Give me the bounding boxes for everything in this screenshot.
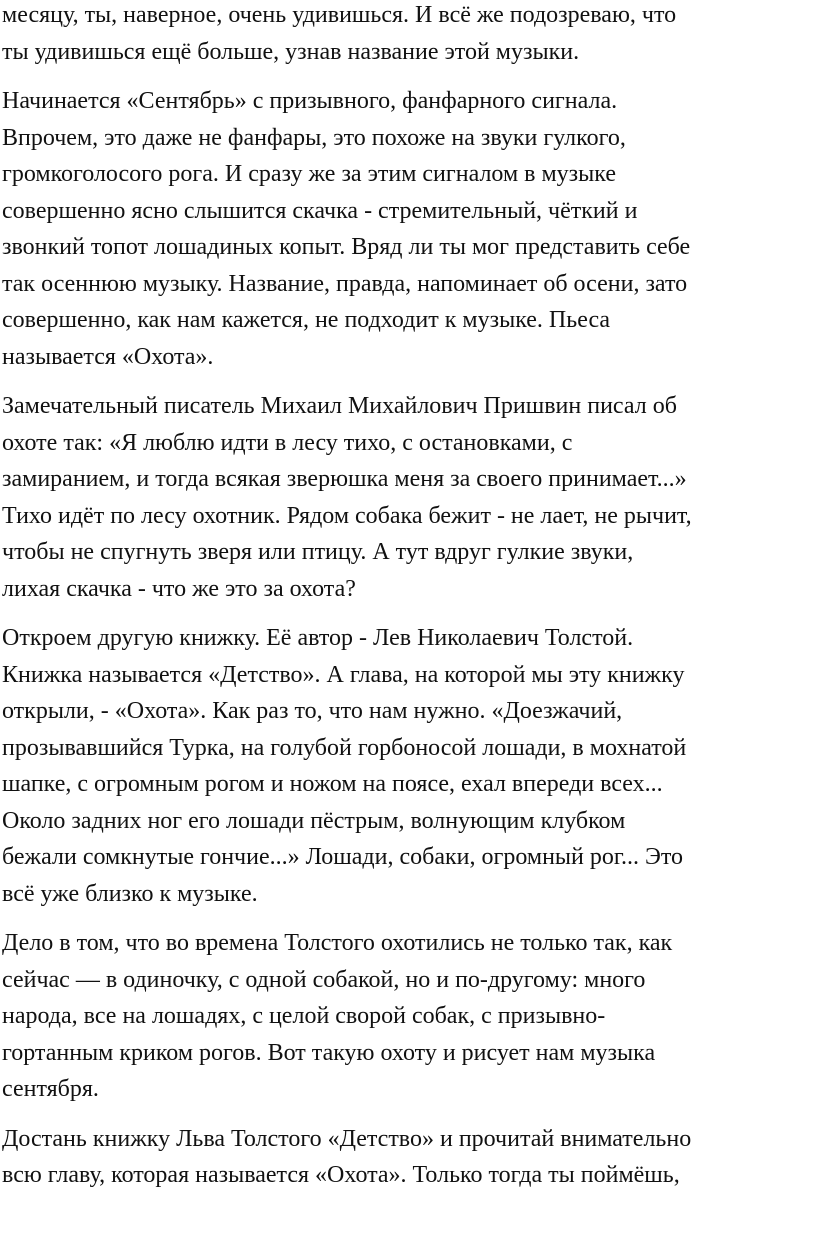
- text-line: бежали сомкнутые гончие...» Лошади, собаки, огромный рог... Это: [2, 844, 684, 870]
- text-line: замиранием, и тогда всякая зверюшка меня за своего принимает...»: [2, 466, 687, 492]
- text-line: прозывавшийся Турка, на голубой горбоносой лошади, в мохнатой: [2, 734, 687, 761]
- text-line: ты удивишься ещё больше, узнав название этой музыки.: [2, 38, 580, 65]
- text-line: сейчас — в одиночку, с одной собакой, но и по-другому: много: [2, 966, 646, 993]
- paragraph-3: [2, 388, 814, 607]
- text-line: Впрочем, это даже не фанфары, это похоже на звуки гулкого,: [2, 124, 626, 151]
- text-line: месяцу, ты, наверное, очень удивишься. И всё же подозреваю, что: [2, 2, 677, 28]
- text-line: Достань книжку Льва Толстого «Детство» и прочитай внимательно: [2, 1125, 692, 1152]
- text-line: Начинается «Сентябрь» с призывного, фанфарного сигнала.: [2, 88, 618, 114]
- text-line: Дело в том, что во времена Толстого охотились не только так, как: [2, 930, 673, 956]
- text-line: называется «Охота».: [2, 343, 214, 370]
- text-line: гортанным криком рогов. Вот такую охоту и рисует нам музыка: [2, 1039, 656, 1066]
- paragraph-1: [2, 0, 814, 70]
- text-line: Тихо идёт по лесу охотник. Рядом собака бежит - не лает, не рычит,: [2, 502, 692, 529]
- text-line: народа, все на лошадях, с целой сворой собак, с призывно-: [2, 1003, 606, 1029]
- text-line: сентября.: [2, 1076, 99, 1102]
- text-line: так осеннюю музыку. Название, правда, напоминает об осени, зато: [2, 270, 688, 297]
- text-line: всю главу, которая называется «Охота». Только тогда ты поймёшь,: [2, 1162, 680, 1188]
- text-line: всё уже близко к музыке.: [2, 880, 258, 907]
- text-line: шапке, с огромным рогом и ножом на поясе, ехал впереди всех...: [2, 771, 663, 797]
- paragraph-2: [2, 83, 814, 375]
- text-line: громкоголосого рога. И сразу же за этим сигналом в музыке: [2, 161, 616, 187]
- text-line: охоте так: «Я люблю идти в лесу тихо, с остановками, с: [2, 429, 573, 456]
- text-line: открыли, - «Охота». Как раз то, что нам нужно. «Доезжачий,: [2, 698, 623, 724]
- text-line: Откроем другую книжку. Её автор - Лев Николаевич Толстой.: [2, 625, 634, 651]
- text-line: Книжка называется «Детство». А глава, на которой мы эту книжку: [2, 661, 685, 688]
- paragraph-4: [2, 620, 814, 912]
- text-line: звонкий топот лошадиных копыт. Вряд ли ты мог представить себе: [2, 234, 691, 260]
- paragraph-6: [2, 1121, 814, 1194]
- text-line: совершенно, как нам кажется, не подходит к музыке. Пьеса: [2, 307, 611, 333]
- text-line: Замечательный писатель Михаил Михайлович Пришвин писал об: [2, 393, 677, 419]
- document-body: [2, 0, 814, 1207]
- text-line: совершенно ясно слышится скачка - стремительный, чёткий и: [2, 197, 638, 224]
- text-line: чтобы не спугнуть зверя или птицу. А тут вдруг гулкие звуки,: [2, 539, 634, 565]
- text-line: Около задних ног его лошади пёстрым, волнующим клубком: [2, 807, 626, 834]
- text-line: лихая скачка - что же это за охота?: [2, 575, 356, 602]
- paragraph-5: [2, 925, 814, 1108]
